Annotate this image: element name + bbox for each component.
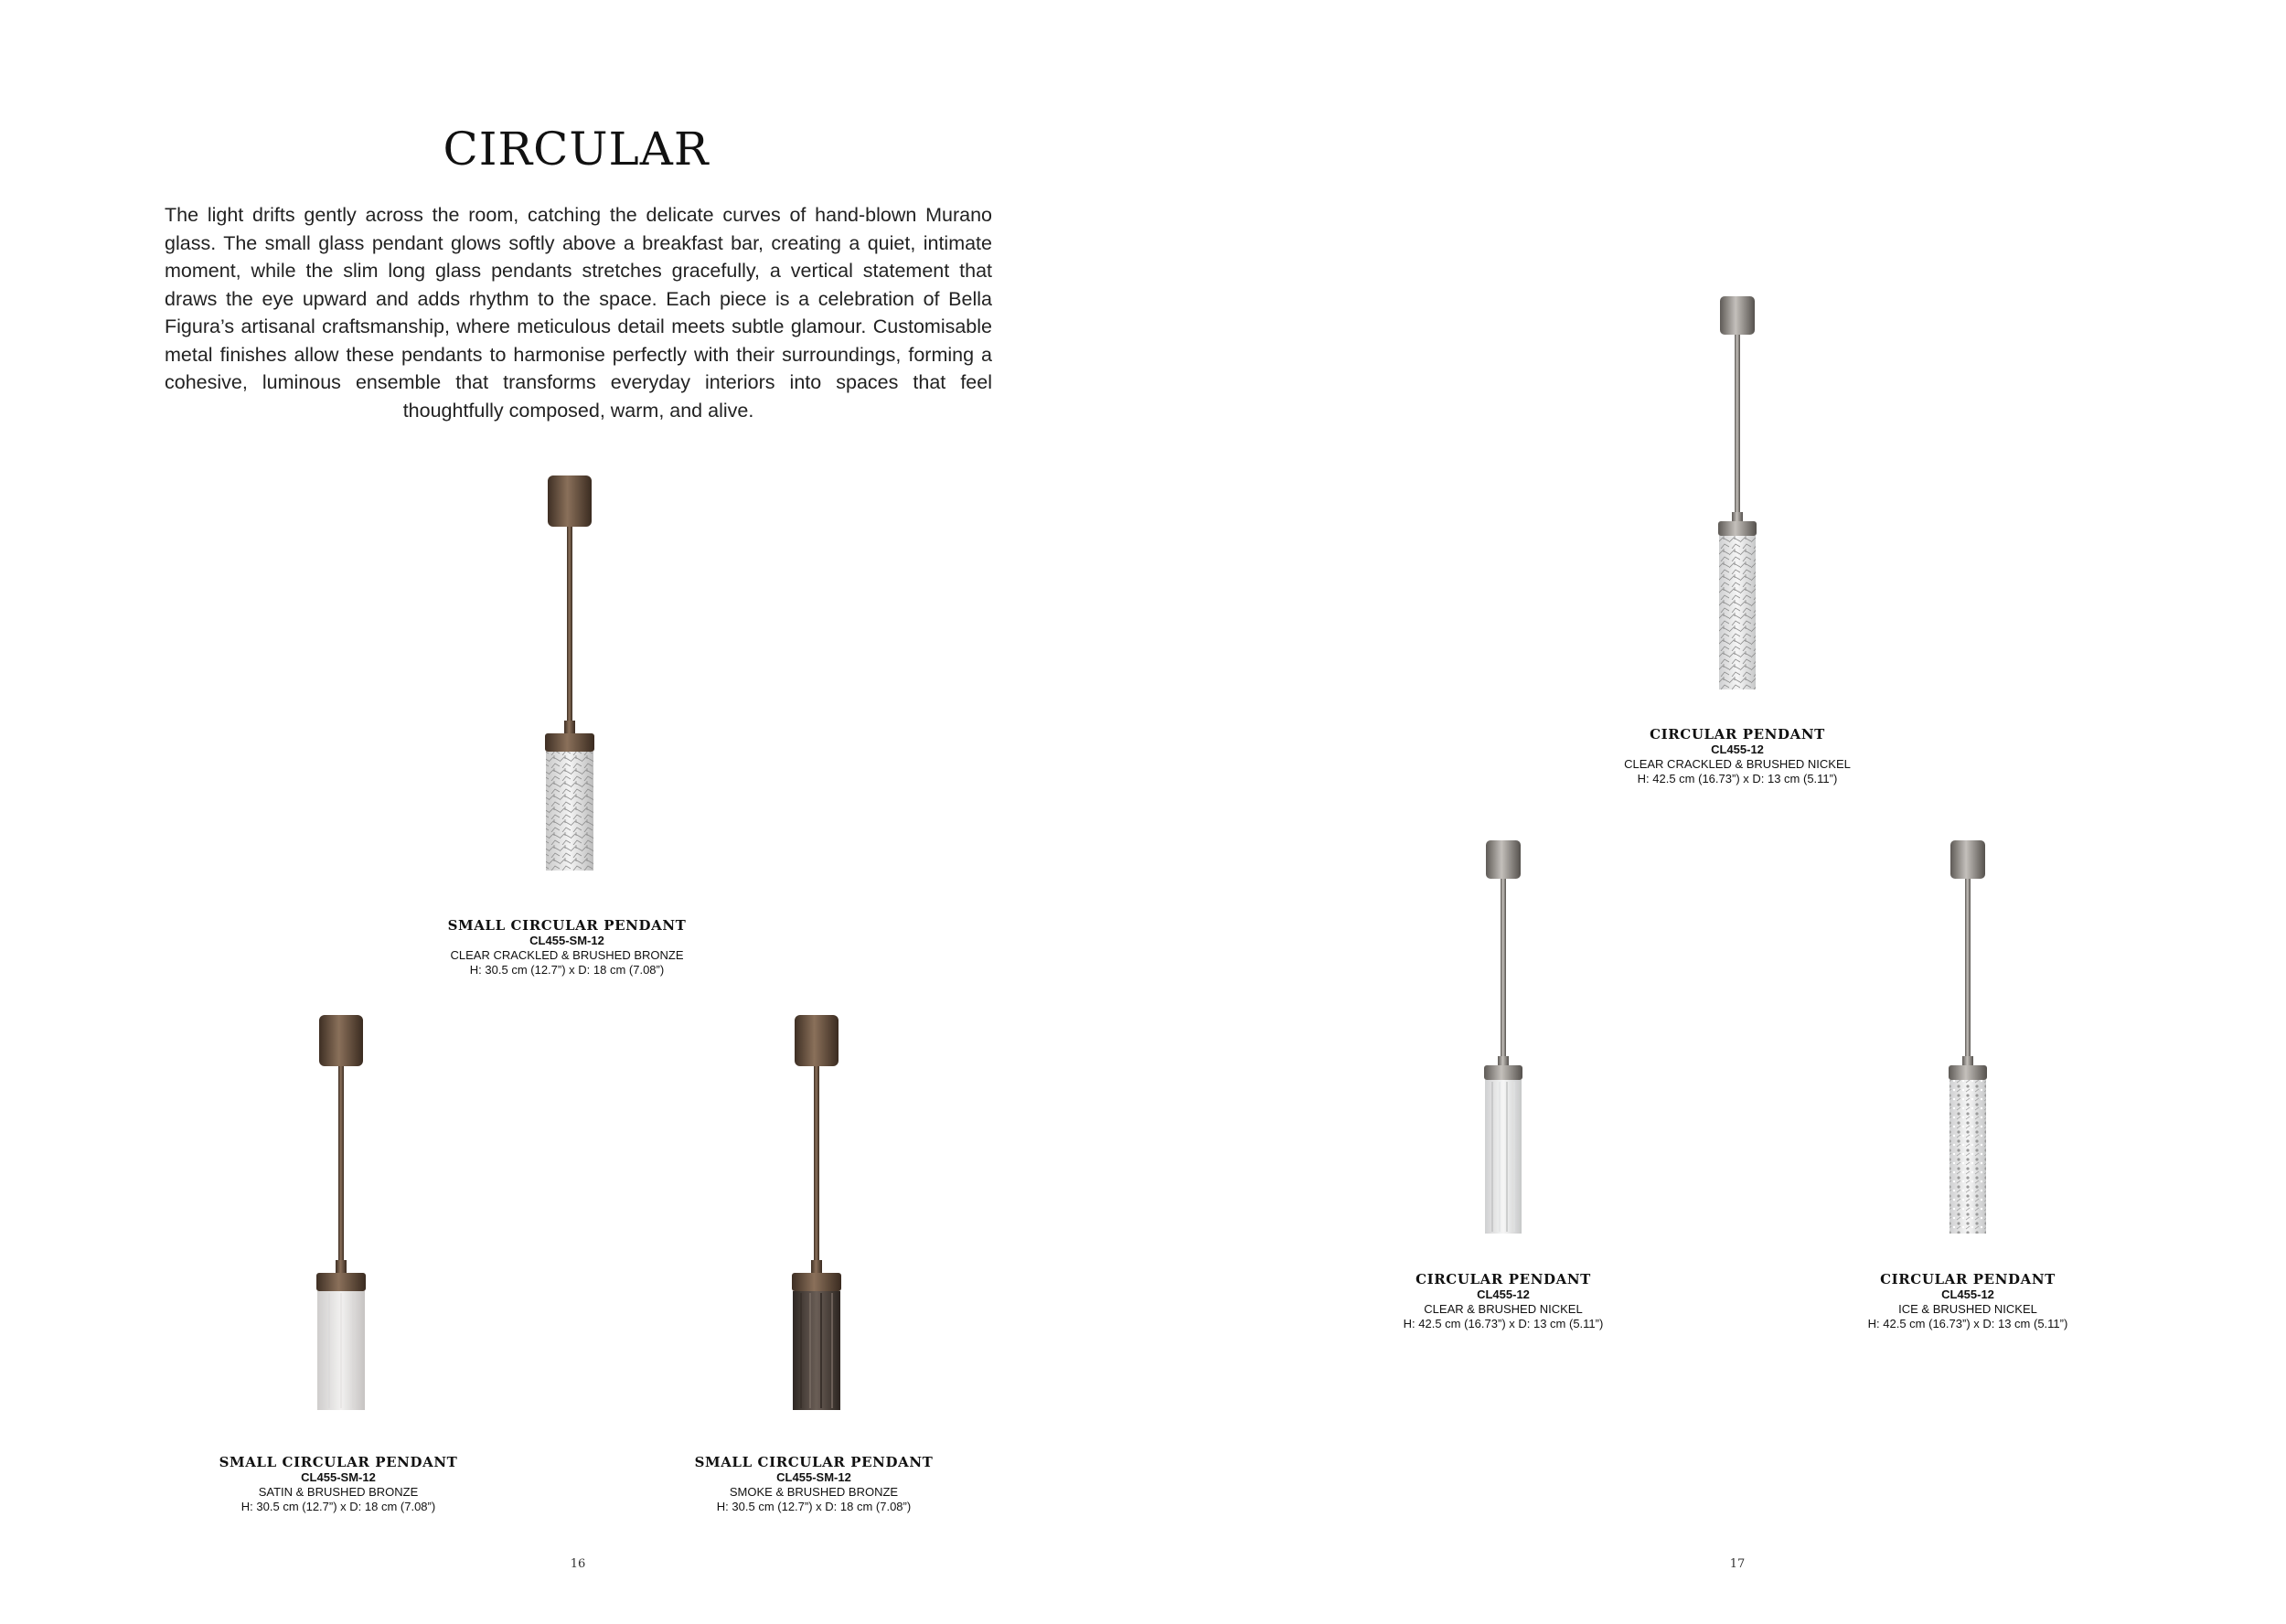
page-title: CIRCULAR	[443, 122, 710, 176]
product-caption	[622, 1454, 1006, 1514]
product-name: CIRCULAR PENDANT	[1650, 726, 1825, 743]
product-dimensions: H: 30.5 cm (12.7”) x D: 18 cm (7.08”)	[469, 963, 665, 977]
intro-paragraph: The light drifts gently across the room, catching the delicate curves of hand-blown Murano glass. The small glass pendant glows softly above a breakfast bar, creating a quiet, intimate moment, while the slim long glass pendants stretches gracefully, a vertical statement that draws the eye upward and adds rhythm to the space. Each piece is a celebration of Bella Figura’s artisanal craftsmanship, where meticulous detail meets subtle glamour. Customisable metal finishes allow these pendants to harmonise perfectly with their surroundings, forming a cohesive, luminous ensemble that transforms everyday interiors into spaces that feel thoughtfully composed, warm, and alive.	[165, 204, 992, 422]
product-name: SMALL CIRCULAR PENDANT	[219, 1454, 458, 1470]
product-finish: CLEAR CRACKLED & BRUSHED NICKEL	[1624, 757, 1851, 771]
product-caption	[1311, 1271, 1695, 1331]
product-caption	[1776, 1271, 2160, 1331]
page-number: 17	[1729, 1557, 1746, 1571]
product-caption	[146, 1454, 530, 1514]
product-finish: CLEAR CRACKLED & BRUSHED BRONZE	[450, 948, 684, 962]
product-dimensions: H: 30.5 cm (12.7”) x D: 18 cm (7.08”)	[240, 1500, 436, 1513]
product-finish: ICE & BRUSHED NICKEL	[1898, 1302, 2037, 1316]
product-image-clear-nickel	[1473, 837, 1533, 1239]
product-image-small-clear-crackled-bronze	[538, 474, 602, 876]
right-page	[1143, 0, 2286, 1624]
product-code: CL455-SM-12	[301, 1470, 376, 1484]
product-image-ice-nickel	[1938, 837, 1998, 1239]
product-code: CL455-SM-12	[529, 934, 604, 947]
product-name: SMALL CIRCULAR PENDANT	[447, 917, 687, 934]
page-number: 16	[570, 1557, 586, 1571]
product-image-small-smoke-bronze	[785, 1013, 849, 1416]
product-code: CL455-12	[1477, 1287, 1530, 1301]
product-caption	[375, 917, 759, 978]
product-dimensions: H: 42.5 cm (16.73”) x D: 13 cm (5.11”)	[1867, 1317, 2068, 1330]
product-name: CIRCULAR PENDANT	[1415, 1271, 1591, 1287]
product-code: CL455-12	[1711, 743, 1764, 756]
product-dimensions: H: 42.5 cm (16.73”) x D: 13 cm (5.11”)	[1403, 1317, 1604, 1330]
product-image-small-satin-bronze	[309, 1013, 373, 1416]
product-image-clear-crackled-nickel	[1707, 293, 1768, 695]
product-dimensions: H: 42.5 cm (16.73”) x D: 13 cm (5.11”)	[1637, 772, 1838, 785]
product-finish: SMOKE & BRUSHED BRONZE	[729, 1485, 899, 1499]
product-name: CIRCULAR PENDANT	[1880, 1271, 2056, 1287]
product-dimensions: H: 30.5 cm (12.7”) x D: 18 cm (7.08”)	[716, 1500, 912, 1513]
product-caption	[1545, 726, 1929, 786]
product-finish: SATIN & BRUSHED BRONZE	[258, 1485, 419, 1499]
product-code: CL455-12	[1941, 1287, 1994, 1301]
product-code: CL455-SM-12	[776, 1470, 851, 1484]
product-finish: CLEAR & BRUSHED NICKEL	[1424, 1302, 1583, 1316]
product-name: SMALL CIRCULAR PENDANT	[694, 1454, 934, 1470]
